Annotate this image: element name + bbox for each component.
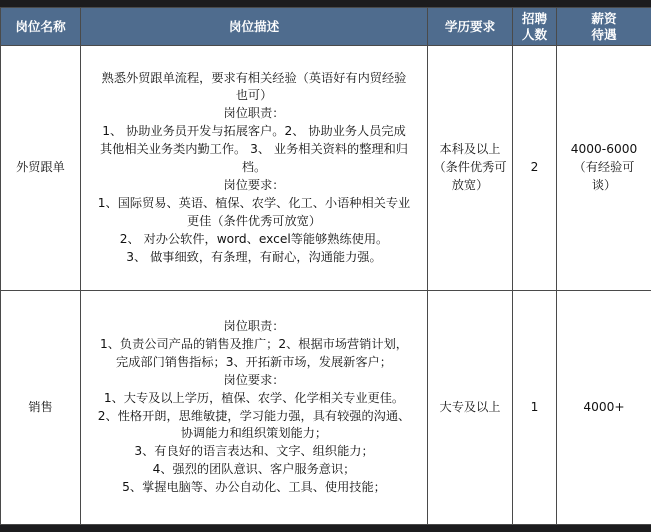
header-salary	[557, 8, 651, 46]
cell-position: 销售	[1, 291, 81, 525]
job-table	[0, 7, 651, 525]
salary-line: 4000-6000	[570, 142, 638, 157]
description-line: 2、性格开朗，思维敏捷，学习能力强，具有较强的沟通、	[97, 408, 411, 423]
description-line: 2、 对办公软件，word、excel等能够熟练使用。	[119, 231, 389, 246]
cell-position: 外贸跟单	[1, 46, 81, 291]
salary-line: 4000+	[583, 399, 625, 414]
description-line: 协调能力和组织策划能力；	[180, 426, 328, 441]
description-line: 4、强烈的团队意识、客户服务意识；	[152, 462, 356, 477]
description-line: 1、 协助业务员开发与拓展客户。2、 协助业务人员完成	[102, 124, 406, 139]
header-salary-line: 待遇	[591, 26, 617, 42]
description-line: 完成部门销售指标；3、开拓新市场，发展新客户；	[116, 354, 392, 369]
table-header-row	[1, 8, 651, 46]
description-line: 1、负责公司产品的销售及推广；2、根据市场营销计划，	[99, 336, 408, 351]
description-line: 3、有良好的语言表达和、文字、组织能力；	[134, 444, 374, 459]
education-line: 本科及以上	[439, 142, 501, 157]
salary-line: （有经验可	[573, 160, 635, 175]
salary-line: 谈）	[591, 177, 617, 192]
description-line: 岗位职责：	[223, 318, 285, 333]
header-position: 岗位名称	[1, 8, 81, 46]
cell-description	[81, 291, 428, 525]
header-salary-line: 薪资	[591, 10, 617, 26]
cell-description	[81, 46, 428, 291]
header-description: 岗位描述	[81, 8, 428, 46]
header-education: 学历要求	[428, 8, 513, 46]
description-line: 5、掌握电脑等、办公自动化、工具、使用技能；	[122, 480, 386, 495]
cell-headcount: 1	[513, 291, 557, 525]
description-line: 1、大专及以上学历，植保、农学、化学相关专业更佳。	[103, 390, 405, 405]
description-line: 1、国际贸易、英语、植保、农学、化工、小语种相关专业	[97, 195, 411, 210]
cell-education	[428, 291, 513, 525]
description-line: 其他相关业务类内勤工作。 3、 业务相关资料的整理和归	[99, 142, 408, 157]
cell-salary	[557, 46, 651, 291]
description-line: 岗位职责：	[223, 106, 285, 121]
description-line: 也可）	[235, 88, 273, 103]
header-headcount	[513, 8, 557, 46]
description-line: 档。	[241, 160, 267, 175]
description-line: 熟悉外贸跟单流程，要求有相关经验（英语好有内贸经验	[101, 70, 407, 85]
header-headcount-line: 招聘	[521, 10, 548, 26]
education-line: （条件优秀可	[433, 160, 507, 175]
education-line: 放宽）	[451, 177, 489, 192]
description-line: 岗位要求：	[223, 177, 285, 192]
cell-headcount: 2	[513, 46, 557, 291]
header-headcount-line: 人数	[521, 26, 548, 42]
table-row	[1, 291, 651, 525]
education-line: 大专及以上	[439, 399, 501, 414]
description-line: 岗位要求：	[223, 372, 285, 387]
table-row	[1, 46, 651, 291]
description-line: 更佳（条件优秀可放宽）	[186, 213, 322, 228]
description-line: 3、 做事细致，有条理，有耐心，沟通能力强。	[126, 249, 382, 264]
cell-education	[428, 46, 513, 291]
cell-salary	[557, 291, 651, 525]
